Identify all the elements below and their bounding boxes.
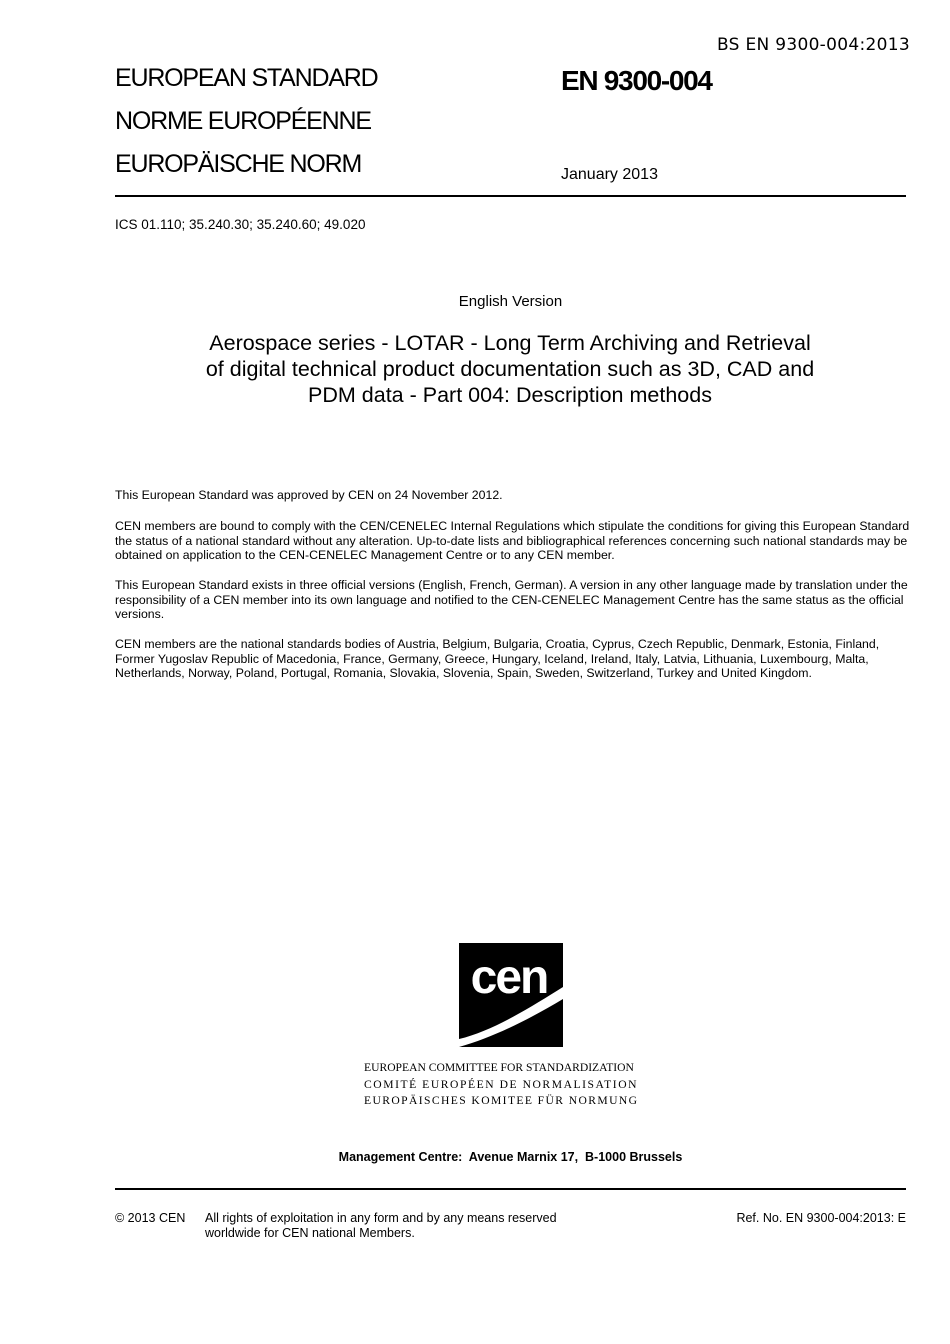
approval-paragraph: This European Standard was approved by CEN on 24 November 2012. [115,488,503,502]
standard-title-de: EUROPÄISCHE NORM [115,150,362,178]
publication-date: January 2013 [561,166,658,183]
footer-divider [115,1188,906,1190]
document-title-line: PDM data - Part 004: Description methods [308,383,712,407]
committee-name-fr: COMITÉ EUROPÉEN DE NORMALISATION [364,1078,639,1091]
cen-logo [459,943,563,1047]
standard-title-fr: NORME EUROPÉENNE [115,107,371,135]
rights-line: All rights of exploitation in any form and by any means reserved [205,1211,557,1225]
language-version: English Version [458,293,563,310]
ics-codes: ICS 01.110; 35.240.30; 35.240.60; 49.020 [115,217,366,232]
document-title [180,330,840,408]
regulations-paragraph: CEN members are bound to comply with the CEN/CENELEC Internal Regulations which stipulate the conditions for giving this European Standard the status of a national standard without any alteration. Up-to-date lists and bibliographical references concerning such national standards may be obtained on application to the CEN-CENELEC Management Centre or to any CEN member. [115,519,910,563]
document-reference: BS EN 9300-004:2013 [717,35,910,55]
standard-number: EN 9300-004 [561,65,712,96]
versions-paragraph: This European Standard exists in three official versions (English, French, German). A version in any other language made by translation under the responsibility of a CEN member into its own language and notified to the CEN-CENELEC Management Centre has the same status as the official versions. [115,578,908,622]
rights-line: worldwide for CEN national Members. [205,1226,415,1240]
reference-number: Ref. No. EN 9300-004:2013: E [736,1211,906,1225]
standard-title-en: EUROPEAN STANDARD [115,64,378,92]
cen-logo-text: cen [470,951,548,1004]
rights-statement [205,1211,557,1241]
header-divider [115,195,906,197]
document-title-line: of digital technical product documentation such as 3D, CAD and [205,357,815,381]
document-title-line: Aerospace series - LOTAR - Long Term Archiving and Retrieval [209,331,811,355]
copyright: © 2013 CEN [115,1211,186,1225]
committee-name-de: EUROPÄISCHES KOMITEE FÜR NORMUNG [364,1094,639,1107]
committee-name-en: EUROPEAN COMMITTEE FOR STANDARDIZATION [364,1061,634,1074]
members-paragraph: CEN members are the national standards bodies of Austria, Belgium, Bulgaria, Croatia, Cyprus, Czech Republic, Denmark, Estonia, Finland, Former Yugoslav Republic of Macedonia, France, Germany, Greece, Hungary, Iceland, Ireland, Italy, Latvia, Lithuania, Luxembourg, Malta, Netherlands, Norway, Poland, Portugal, Romania, Slovakia, Slovenia, Spain, Sweden, Switzerland, Turkey and United Kingdom. [115,637,880,681]
management-centre-address: Management Centre: Avenue Marnix 17, B-1000 Brussels [338,1150,683,1164]
